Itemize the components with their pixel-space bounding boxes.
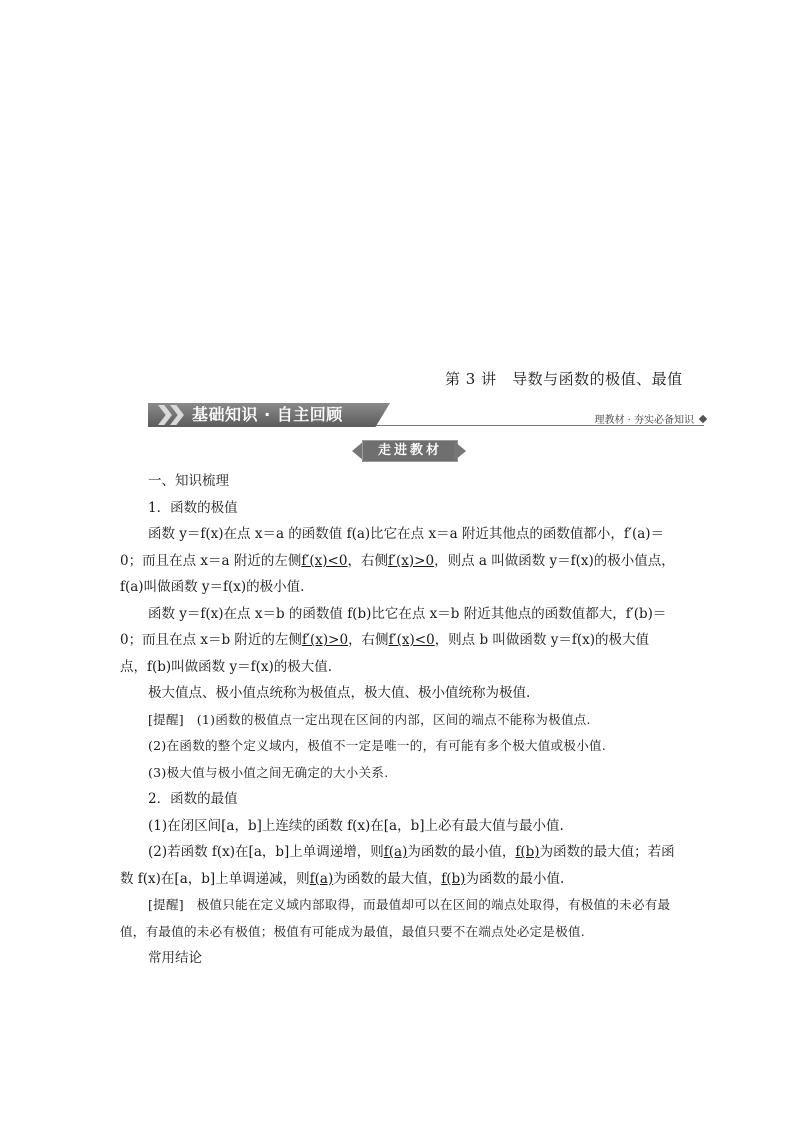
tip-2: (2)在函数的整个定义域内，极值不一定是唯一的，有可能有多个极大值或极小值.	[148, 738, 607, 753]
underlined-condition: f′(x)>0	[301, 632, 349, 648]
text-span: ，右侧	[347, 552, 388, 569]
underlined-value: f(b)	[441, 870, 466, 887]
text-span: ，则点 a 叫做函数 y＝f(x)的极小值点，f(a)叫做函数 y＝f(x)的极小值.	[120, 552, 675, 595]
banner-title: 基础知识 · 自主回顾	[192, 405, 343, 424]
section-tag	[352, 440, 466, 462]
paragraph-maximum	[120, 601, 675, 681]
underlined-value: f(a)	[383, 844, 408, 860]
underlined-value: f(a)	[309, 870, 334, 887]
text-span: 为函数的最小值.	[465, 870, 565, 887]
arrow-right-icon	[454, 441, 466, 461]
text-span: 为函数的最大值；若函数 f(x)在[a，b]上单调递减，则	[120, 844, 675, 887]
section-banner	[148, 403, 708, 429]
paragraph-closed-interval: (1)在闭区间[a，b]上连续的函数 f(x)在[a，b]上必有最大值与最小值.	[148, 817, 564, 834]
document-body	[120, 468, 675, 972]
section-tag-label: 走进教材	[362, 440, 458, 462]
text-span: 函数 y＝f(x)在点 x＝a 的函数值 f(a)比它在点 x＝a 附近其他点的函数值都小，f′(a)＝0；而且在点 x＝a 附近的左侧	[120, 526, 665, 569]
tip-3: (3)极大值与极小值之间无确定的大小关系.	[148, 764, 389, 780]
underlined-value: f(b)	[515, 844, 540, 860]
underlined-condition: f′(x)<0	[301, 552, 348, 569]
tip-1: [提醒] (1)函数的极值点一定出现在区间的内部，区间的端点不能称为极值点.	[148, 711, 591, 727]
banner-subtitle: 理教材 · 夯实必备知识	[594, 415, 694, 426]
text-span: ，则点 b 叫做函数 y＝f(x)的极大值点，f(b)叫做函数 y＝f(x)的极大值.	[120, 632, 649, 675]
paragraph-minimum	[120, 521, 675, 601]
text-span: 函数 y＝f(x)在点 x＝b 的函数值 f(b)比它在点 x＝b 附近其他点的函数值都大，f′(b)＝0；而且在点 x＝b 附近的左侧	[120, 605, 667, 648]
paragraph-summary: 极大值点、极小值点统称为极值点，极大值、极小值统称为极值.	[148, 685, 531, 701]
text-span: 为函数的最大值，	[333, 870, 442, 887]
diamond-icon	[699, 415, 707, 423]
text-span: ，右侧	[348, 632, 389, 648]
text-span: (2)若函数 f(x)在[a，b]上单调递增，则	[148, 844, 384, 860]
heading-knowledge: 一、知识梳理	[148, 473, 229, 489]
underlined-condition: f′(x)<0	[388, 632, 435, 648]
subheading-max-min: 2．函数的最值	[148, 791, 238, 807]
text-span: 为函数的最小值，	[407, 844, 516, 860]
underlined-condition: f′(x)>0	[387, 552, 435, 569]
lecture-title: 第 3 讲 导数与函数的极值、最值	[445, 370, 683, 388]
tip-4: [提醒] 极值只能在定义域内部取得，而最值却可以在区间的端点处取得，有极值的未必有最值，有最值的未必有极值；极值有可能成为最值，最值只要不在端点处必定是极值.	[120, 897, 671, 939]
heading-conclusion: 常用结论	[148, 950, 202, 966]
paragraph-monotonic	[120, 839, 675, 892]
subheading-extremum: 1．函数的极值	[148, 499, 238, 516]
